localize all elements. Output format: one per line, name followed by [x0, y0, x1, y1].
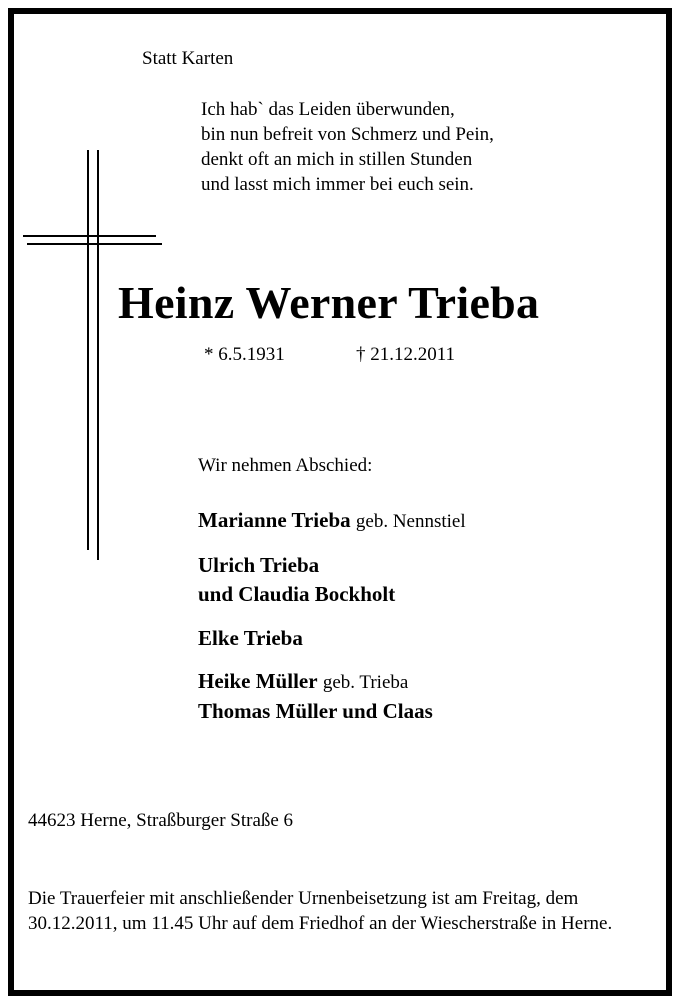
memorial-poem	[201, 97, 494, 197]
deceased-name: Heinz Werner Trieba	[118, 277, 540, 328]
mourner-name: und Claudia Bockholt	[198, 582, 396, 606]
mourners-list	[198, 506, 466, 741]
mourner-name: Thomas Müller und Claas	[198, 699, 433, 723]
farewell-heading: Wir nehmen Abschied:	[198, 455, 373, 476]
obituary-notice	[8, 8, 672, 996]
mourner-group	[198, 667, 466, 726]
mourner-group	[198, 506, 466, 536]
poem-line: und lasst mich immer bei euch sein.	[201, 174, 474, 195]
funeral-information: Die Trauerfeier mit anschließender Urnenbeisetzung ist am Freitag, dem 30.12.2011, um 11.45 Uhr auf dem Friedhof an der Wiescherstraße in Herne.	[28, 888, 613, 934]
death-date: † 21.12.2011	[356, 344, 456, 365]
mourner-group	[198, 551, 466, 609]
poem-line: bin nun befreit von Schmerz und Pein,	[201, 124, 494, 145]
statt-karten-label: Statt Karten	[142, 48, 234, 69]
mourner-note: geb. Trieba	[322, 672, 409, 693]
mourner-name: Heike Müller	[198, 669, 318, 693]
birth-date: * 6.5.1931	[204, 344, 285, 365]
mourner-name: Elke Trieba	[198, 626, 303, 650]
mourner-group	[198, 624, 466, 653]
mourner-note: geb. Nennstiel	[355, 511, 466, 532]
mourner-name: Marianne Trieba	[198, 508, 351, 532]
mourner-name: Ulrich Trieba	[198, 553, 320, 577]
poem-line: denkt oft an mich in stillen Stunden	[201, 149, 473, 170]
family-address: 44623 Herne, Straßburger Straße 6	[28, 810, 294, 831]
poem-line: Ich hab` das Leiden überwunden,	[201, 99, 455, 120]
